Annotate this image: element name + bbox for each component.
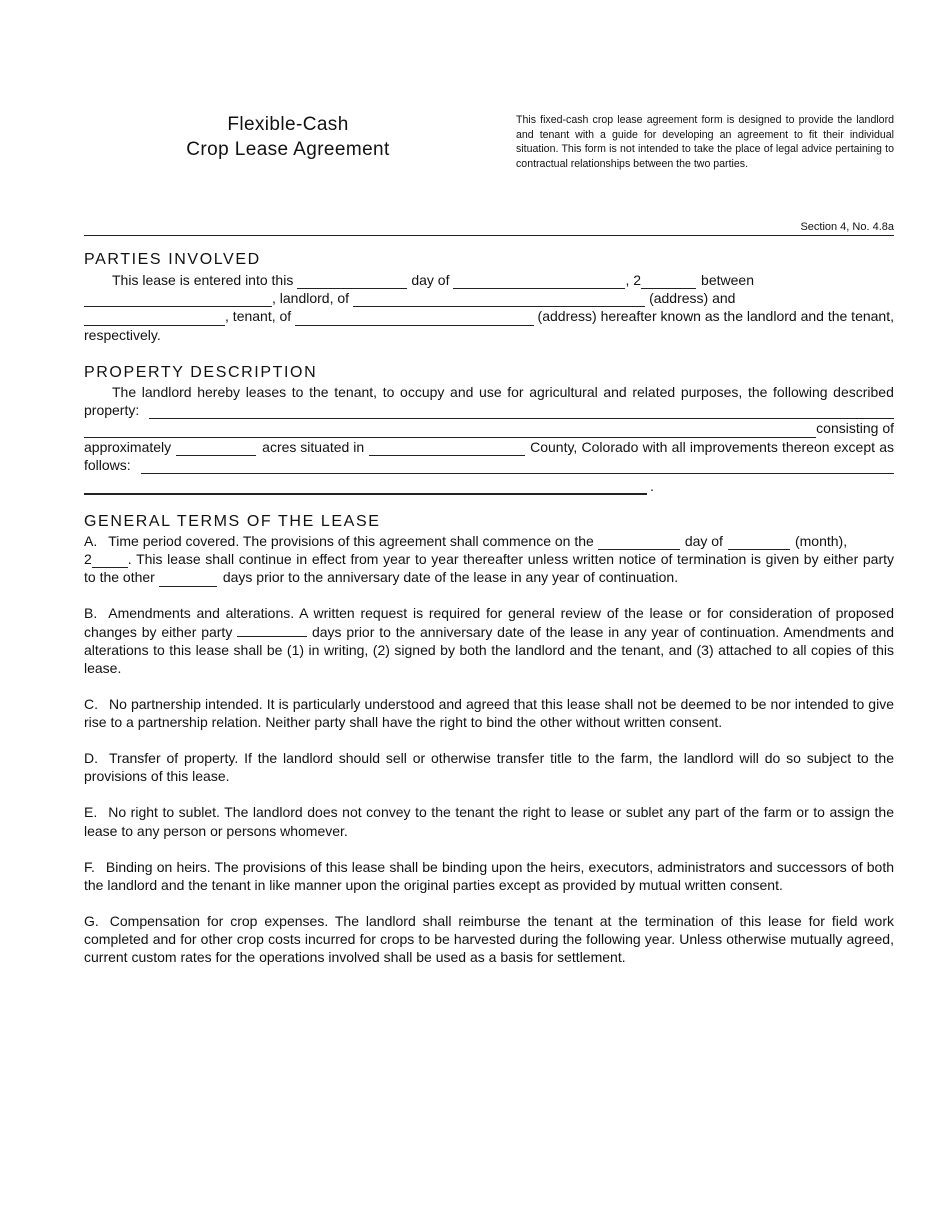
property-text: County, Colorado with all improvements thereon except as	[530, 438, 894, 455]
parties-text: , tenant, of	[225, 308, 292, 325]
landlord-address-blank[interactable]	[353, 293, 645, 307]
term-label: B.	[84, 605, 98, 622]
lease-year-blank[interactable]	[641, 275, 696, 289]
parties-line-1	[84, 271, 894, 289]
property-word: the	[747, 383, 768, 400]
term-text: Binding on heirs. The provisions of this lease shall be binding upon the heirs, executors, administrators and successors of both the landlord and the tenant in like manner upon the original parties except as provided by mutual written consent.	[84, 858, 894, 893]
property-word: described	[833, 383, 894, 400]
parties-text: (address) hereafter known as the landlord and the tenant,	[537, 308, 894, 325]
parties-text: day of	[411, 271, 450, 288]
property-text: follows:	[84, 456, 131, 473]
exceptions-blank[interactable]	[141, 460, 894, 474]
term-e	[84, 803, 894, 839]
property-word: and	[450, 383, 474, 400]
exceptions-blank-2[interactable]	[84, 477, 647, 495]
property-description-blank[interactable]	[149, 405, 894, 419]
parties-line-2	[84, 289, 894, 307]
parties-text: (address) and	[649, 290, 736, 307]
commence-year-blank[interactable]	[92, 554, 128, 568]
term-text: No partnership intended. It is particularly understood and agreed that this lease shall not be deemed to be nor intended to give rise to a partnership relation. Neither party shall have the right to bind the other without written consent.	[84, 695, 894, 731]
term-b	[84, 604, 894, 677]
property-word: leases	[245, 383, 287, 400]
title-line-1: Flexible-Cash	[227, 114, 349, 135]
term-g	[84, 912, 894, 967]
term-a	[84, 532, 894, 587]
lease-month-blank[interactable]	[453, 275, 625, 289]
property-word: and	[603, 383, 627, 400]
commence-day-blank[interactable]	[598, 536, 680, 550]
property-word: The	[112, 383, 137, 400]
property-description-blank-2[interactable]	[84, 424, 816, 438]
property-line-4	[84, 438, 894, 456]
property-text: consisting of	[816, 420, 894, 437]
property-word: following	[773, 383, 828, 400]
term-a-line-2	[84, 550, 894, 568]
term-f	[84, 858, 894, 894]
property-word: hereby	[197, 383, 241, 400]
property-text: property:	[84, 402, 140, 419]
landlord-name-blank[interactable]	[84, 293, 272, 307]
tenant-name-blank[interactable]	[84, 312, 225, 326]
parties-line-4: respectively.	[84, 326, 161, 343]
property-section	[84, 383, 894, 495]
term-text: days prior to the anniversary date of the lease in any year of continuation. Amendments and alterations to this lease shall be (1) in writing, (2) signed by both the landlord and the tenant, and (3) attached to all copies of this lease.	[84, 623, 895, 676]
property-word: to	[291, 383, 304, 400]
term-label: C.	[84, 695, 98, 712]
parties-section	[84, 271, 894, 344]
term-d	[84, 749, 894, 785]
property-word: the	[309, 383, 329, 400]
property-word: use	[479, 383, 502, 400]
term-text: Transfer of property. If the landlord should sell or otherwise transfer title to the farm, the landlord will do so subject to the provisions of this lease.	[84, 750, 894, 785]
header-divider	[84, 235, 894, 236]
property-word: tenant,	[334, 383, 378, 400]
term-a-line-1	[84, 532, 894, 550]
property-text: approximately	[84, 438, 172, 455]
property-word: purposes,	[680, 383, 743, 400]
parties-text: between	[701, 271, 754, 288]
parties-text: , landlord, of	[272, 290, 350, 307]
term-label: A.	[84, 532, 98, 549]
term-a-line-3	[84, 568, 894, 586]
parties-heading: PARTIES INVOLVED	[84, 251, 261, 268]
parties-text: , 2	[625, 271, 642, 288]
property-line-3	[84, 419, 894, 437]
commence-month-blank[interactable]	[728, 536, 790, 550]
notice-days-blank[interactable]	[159, 573, 217, 587]
term-text: days prior to the anniversary date of the lease in any year of continuation.	[222, 569, 679, 586]
property-line-2	[84, 401, 894, 419]
property-text: .	[650, 477, 654, 494]
term-text: 2	[84, 551, 92, 568]
parties-line-3	[84, 307, 894, 325]
property-line-1	[84, 383, 894, 401]
lease-day-blank[interactable]	[297, 275, 407, 289]
terms-section	[84, 532, 894, 984]
property-text: acres situated in	[262, 438, 365, 455]
intro-note: This fixed-cash crop lease agreement form is designed to provide the landlord and tenant with a guide for developing an agreement to fit their individual situation. This form is not intended to take the place of legal advice pertaining to contractual relationships between the two parties.	[516, 114, 894, 170]
term-text: Amendments and alterations. A written request is required for general review of the lease or for consideration of proposed changes by either party	[84, 605, 894, 640]
terms-heading: GENERAL TERMS OF THE LEASE	[84, 513, 381, 530]
term-label: F.	[84, 858, 95, 875]
document-title	[178, 112, 398, 162]
parties-text: This lease is entered into this	[112, 271, 294, 288]
property-word: for	[507, 383, 524, 400]
property-word: occupy	[400, 383, 445, 400]
property-line-6	[84, 474, 894, 495]
acres-blank[interactable]	[176, 442, 256, 456]
term-text: to the other	[84, 569, 155, 586]
term-text: Time period covered. The provisions of this agreement shall commence on the	[108, 532, 594, 549]
term-label: E.	[84, 804, 98, 821]
property-heading: PROPERTY DESCRIPTION	[84, 364, 318, 381]
tenant-address-blank[interactable]	[295, 312, 533, 326]
term-text: . This lease shall continue in effect from year to year thereafter unless written notice of termination is given by either party	[127, 551, 894, 568]
term-label: G.	[84, 912, 99, 929]
property-word: to	[382, 383, 395, 400]
term-c	[84, 695, 894, 731]
term-label: D.	[84, 750, 98, 767]
property-word: agricultural	[529, 383, 598, 400]
property-word: landlord	[141, 383, 192, 400]
county-blank[interactable]	[369, 442, 525, 456]
term-text: Compensation for crop expenses. The landlord shall reimburse the tenant at the termination of this lease for field work completed and for other crop costs incurred for crops to be harvested during the following year. Unless otherwise mutually agreed, current custom rates for the operations involved shall be used as a basis for settlement.	[84, 912, 894, 966]
term-text: No right to sublet. The landlord does not convey to the tenant the right to lease or sublet any part of the farm or to assign the lease to any person or persons whomever.	[84, 804, 894, 839]
term-text: (month),	[794, 532, 848, 549]
section-reference: Section 4, No. 4.8a	[800, 221, 894, 233]
title-line-2: Crop Lease Agreement	[186, 139, 390, 160]
property-line-5	[84, 456, 894, 474]
term-text: day of	[684, 532, 723, 549]
property-word: related	[632, 383, 676, 400]
review-days-blank[interactable]	[237, 623, 307, 637]
